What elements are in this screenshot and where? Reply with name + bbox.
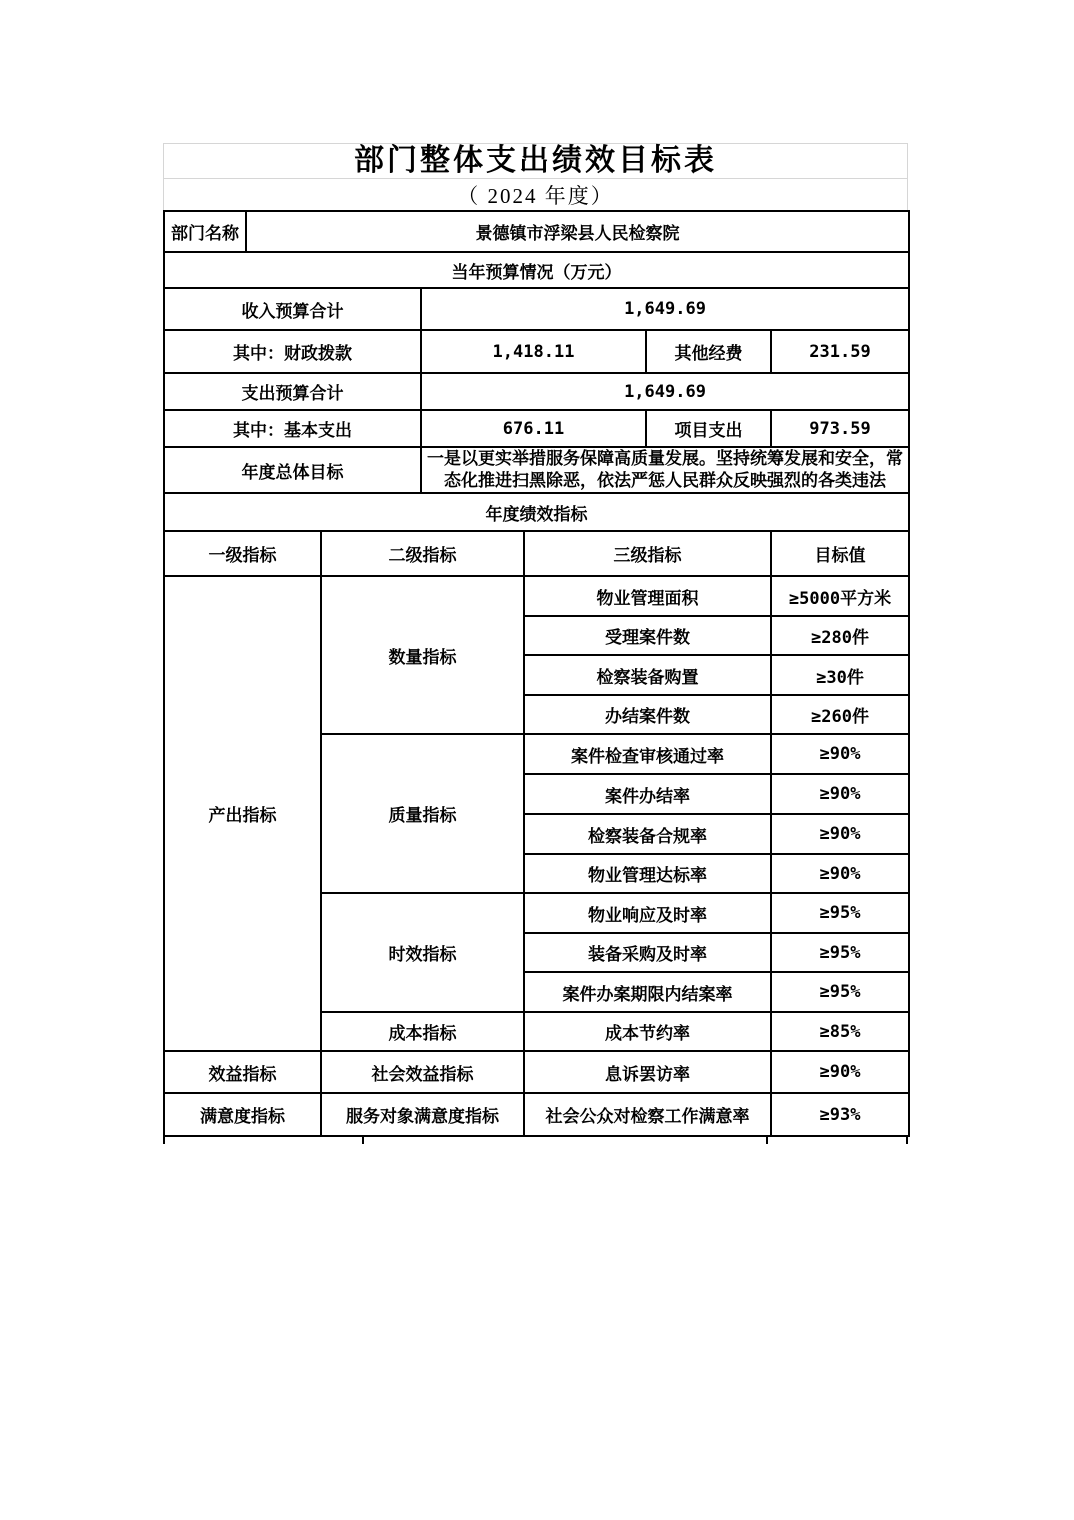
indicator-target: ≥90%	[771, 734, 909, 774]
project-expense-label: 项目支出	[646, 410, 771, 447]
indicator-target: ≥93%	[771, 1093, 909, 1136]
other-funds-value: 231.59	[771, 330, 909, 373]
indicator-target: ≥280件	[771, 616, 909, 655]
stub-line	[163, 1137, 165, 1144]
indicator-target: ≥30件	[771, 655, 909, 695]
expense-total-label: 支出预算合计	[164, 373, 421, 410]
project-expense-value: 973.59	[771, 410, 909, 447]
department-row	[164, 211, 909, 252]
indicator-target: ≥90%	[771, 1051, 909, 1093]
level2-quality: 质量指标	[321, 734, 524, 893]
income-total-row	[164, 288, 909, 330]
indicator-target: ≥85%	[771, 1012, 909, 1051]
page-subtitle: （ 2024 年度）	[163, 179, 908, 210]
indicator-row	[164, 576, 909, 616]
indicator-target: ≥95%	[771, 893, 909, 933]
indicator-target: ≥95%	[771, 933, 909, 972]
indicator-name: 物业管理达标率	[524, 854, 771, 893]
indicator-target: ≥90%	[771, 854, 909, 893]
annual-goal-label: 年度总体目标	[164, 447, 421, 493]
stub-line	[906, 1137, 908, 1144]
budget-section-title: 当年预算情况（万元）	[164, 252, 909, 288]
department-value: 景德镇市浮梁县人民检察院	[246, 211, 909, 252]
indicator-name: 社会公众对检察工作满意率	[524, 1093, 771, 1136]
indicator-name: 检察装备合规率	[524, 814, 771, 854]
annual-goal-row	[164, 447, 909, 493]
basic-expense-row	[164, 410, 909, 447]
level2-social-benefit: 社会效益指标	[321, 1051, 524, 1093]
level2-timeliness: 时效指标	[321, 893, 524, 1012]
indicators-header-row	[164, 493, 909, 531]
income-total-value: 1,649.69	[421, 288, 909, 330]
indicator-target: ≥5000平方米	[771, 576, 909, 616]
budget-header-row	[164, 252, 909, 288]
indicator-row	[164, 1051, 909, 1093]
indicator-name: 案件检查审核通过率	[524, 734, 771, 774]
indicator-target: ≥90%	[771, 774, 909, 814]
col-header-level3: 三级指标	[524, 531, 771, 576]
level2-cost: 成本指标	[321, 1012, 524, 1051]
indicator-name: 物业管理面积	[524, 576, 771, 616]
indicator-name: 物业响应及时率	[524, 893, 771, 933]
indicator-target: ≥90%	[771, 814, 909, 854]
expense-total-value: 1,649.69	[421, 373, 909, 410]
indicator-name: 息诉罢访率	[524, 1051, 771, 1093]
clipped-next-row-stubs	[163, 1137, 908, 1144]
indicator-target: ≥95%	[771, 972, 909, 1012]
department-label: 部门名称	[164, 211, 246, 252]
indicators-column-headers	[164, 531, 909, 576]
other-funds-label: 其他经费	[646, 330, 771, 373]
basic-expense-value: 676.11	[421, 410, 646, 447]
indicator-name: 检察装备购置	[524, 655, 771, 695]
col-header-level1: 一级指标	[164, 531, 321, 576]
level1-output: 产出指标	[164, 576, 321, 1051]
performance-table	[163, 210, 910, 1137]
page-title: 部门整体支出绩效目标表	[163, 143, 908, 179]
indicator-name: 装备采购及时率	[524, 933, 771, 972]
indicator-row	[164, 1093, 909, 1136]
indicator-name: 案件办结率	[524, 774, 771, 814]
col-header-target: 目标值	[771, 531, 909, 576]
level1-satisfaction: 满意度指标	[164, 1093, 321, 1136]
basic-expense-label: 其中：基本支出	[164, 410, 421, 447]
fiscal-value: 1,418.11	[421, 330, 646, 373]
fiscal-row	[164, 330, 909, 373]
fiscal-label: 其中：财政拨款	[164, 330, 421, 373]
indicator-name: 办结案件数	[524, 695, 771, 734]
income-total-label: 收入预算合计	[164, 288, 421, 330]
stub-line	[766, 1137, 768, 1144]
indicator-name: 成本节约率	[524, 1012, 771, 1051]
level1-benefit: 效益指标	[164, 1051, 321, 1093]
level2-service-satisfaction: 服务对象满意度指标	[321, 1093, 524, 1136]
stub-line	[362, 1137, 364, 1144]
indicator-name: 案件办案期限内结案率	[524, 972, 771, 1012]
indicators-section-title: 年度绩效指标	[164, 493, 909, 531]
indicator-target: ≥260件	[771, 695, 909, 734]
annual-goal-text: 一是以更实举措服务保障高质量发展。坚持统筹发展和安全，常态化推进扫黑除恶，依法严惩人民群众反映强烈的各类违法	[421, 447, 909, 493]
level2-quantity: 数量指标	[321, 576, 524, 734]
col-header-level2: 二级指标	[321, 531, 524, 576]
report-sheet	[163, 143, 908, 1144]
expense-total-row	[164, 373, 909, 410]
indicator-name: 受理案件数	[524, 616, 771, 655]
